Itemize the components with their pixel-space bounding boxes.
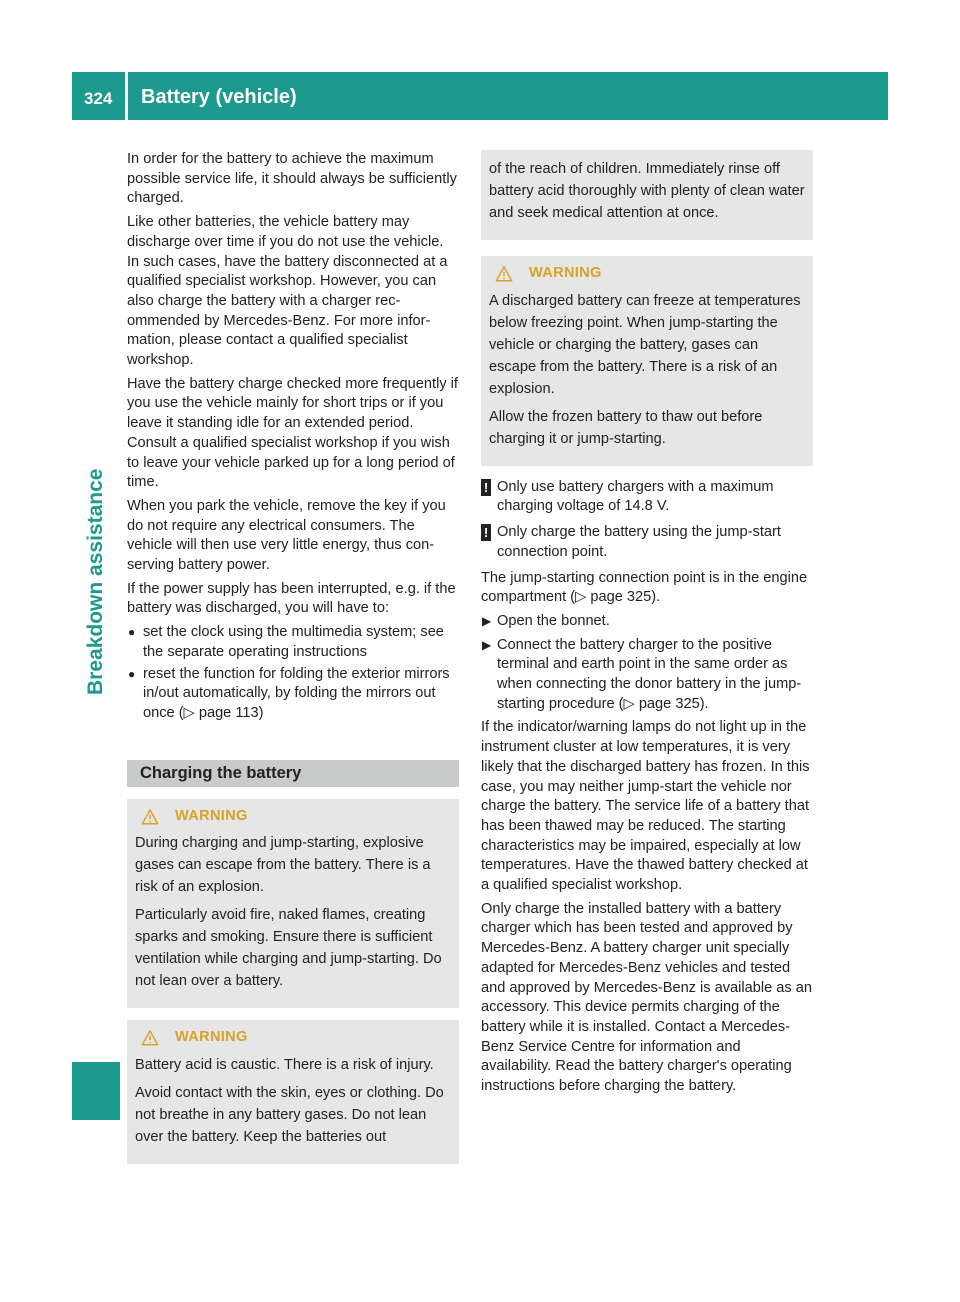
warning-box: [127, 1020, 459, 1164]
side-tab: [72, 395, 120, 695]
paragraph: In order for the battery to achieve the maximum possible service life, it should always be sufficiently charged.: [127, 151, 457, 207]
step-text: Open the bonnet.: [497, 612, 610, 629]
bullet-list: [127, 623, 459, 724]
step-list: [481, 612, 813, 715]
list-item: [127, 665, 459, 724]
step-text: Connect the battery charger to the positive terminal and earth point in the same order as when connecting the donor battery in the jump-starting procedure (▷ page 325).: [497, 636, 802, 712]
paragraph: If the power supply has been interrupted, e.g. if the battery was discharged, you will have to:: [127, 580, 456, 617]
paragraph: Only charge the installed battery with a battery charger which has been tested and approved by Mercedes-Benz. A battery charger unit specially adapted for Mercedes-Benz vehicles and tested and approved by Mercedes-Benz is available as an accessory. This device permits charging of the battery while it is installed. Contact a Mercedes-Benz Service Centre for information and availability. Read the battery charger's operating instructions before charging the battery.: [481, 900, 812, 1095]
page-title: Battery (vehicle): [141, 86, 297, 108]
paragraph: The jump-starting connection point is in the engine compartment (▷ page 325).: [481, 569, 808, 606]
warning-box: [127, 799, 459, 1009]
warning-box-continued: [481, 150, 813, 240]
paragraph: If the indicator/warning lamps do not light up in the instrument cluster at low temperatures, it is very likely that the discharged battery has frozen. In this case, you may neither jump-start the vehicle nor charge the battery. The service life of a battery that has been thawed may be reduced. The starting characteristics may be impaired, especially at low temperatures. Have the thawed battery checked at a qualified specialist workshop.: [481, 719, 810, 894]
paragraph: When you park the vehicle, remove the key if you do not require any electrical consumers. The vehicle will then use very little energy, thus conserving battery power.: [127, 497, 446, 574]
warning-triangle-icon: [495, 265, 513, 283]
warning-text: Battery acid is caustic. There is a risk of injury.: [135, 1057, 434, 1074]
warning-box: [481, 256, 813, 466]
warning-label: WARNING: [175, 1029, 248, 1046]
list-item-text: reset the function for folding the exterior mirrors in/out automatically, by folding the mirrors out once (▷ page 113): [143, 665, 450, 721]
warning-header: [135, 807, 451, 827]
warning-text: A discharged battery can freeze at temperatures below freezing point. When jump-starting the vehicle or charging the battery, gases can escape from the battery. There is a risk of an explosion.: [489, 292, 801, 397]
bullet-icon: ●: [128, 625, 136, 640]
list-item-text: set the clock using the multimedia system; see the separate operating instructions: [143, 624, 444, 660]
warning-header: [489, 264, 805, 284]
warning-label: WARNING: [529, 265, 602, 281]
header-divider: [125, 72, 128, 120]
warning-text: Allow the frozen battery to thaw out before charging it or jump-starting.: [489, 408, 763, 447]
warning-label: WARNING: [175, 807, 248, 824]
note-text: Only use battery chargers with a maximum charging voltage of 14.8 V.: [497, 478, 774, 515]
step-arrow-icon: ▶: [482, 613, 492, 628]
side-tab-marker: [72, 1062, 120, 1120]
left-column: [127, 150, 459, 1176]
paragraph: Like other batteries, the vehicle battery may discharge over time if you do not use the vehicle. In such cases, have the battery disconnected at a qualified specialist workshop. However, you can also charge the battery with a charger recommended by Mercedes-Benz. For more information, please contact a qualified specialist workshop.: [127, 214, 448, 369]
step-item: [481, 612, 813, 632]
step-arrow-icon: ▶: [482, 637, 492, 652]
warning-text: During charging and jump-starting, explosive gases can escape from the battery. There is a risk of an explosion.: [135, 835, 431, 896]
note: [481, 523, 813, 562]
exclamation-icon: !: [481, 479, 491, 496]
warning-triangle-icon: [141, 808, 159, 826]
warning-text: Particularly avoid fire, naked flames, creating sparks and smoking. Ensure there is sufficient ventilation while charging and jump-starting. Do not lean over a battery.: [135, 907, 442, 990]
note-text: Only charge the battery using the jump-start connection point.: [497, 524, 781, 560]
warning-header: [135, 1028, 451, 1048]
exclamation-icon: !: [481, 524, 491, 541]
warning-triangle-icon: [141, 1029, 159, 1047]
list-item: [127, 623, 459, 662]
paragraph: Have the battery charge checked more frequently if you use the vehicle mainly for short trips or if you leave it standing idle for an extended period. Consult a qualified specialist workshop if you wish to leave your vehicle parked up for a long period of time.: [127, 375, 458, 491]
bullet-icon: ●: [128, 666, 136, 681]
step-item: [481, 636, 813, 715]
right-column: [481, 150, 813, 1101]
side-tab-label: Breakdown assistance: [84, 468, 107, 695]
page-number: 324: [84, 89, 113, 108]
section-heading: Charging the battery: [127, 760, 459, 787]
warning-text: of the reach of children. Immediately rinse off battery acid thoroughly with plenty of clean water and seek medical attention at once.: [489, 161, 805, 221]
note: [481, 478, 813, 517]
warning-text: Avoid contact with the skin, eyes or clothing. Do not breathe in any battery gases. Do not lean over the battery. Keep the batteries out: [135, 1085, 444, 1146]
